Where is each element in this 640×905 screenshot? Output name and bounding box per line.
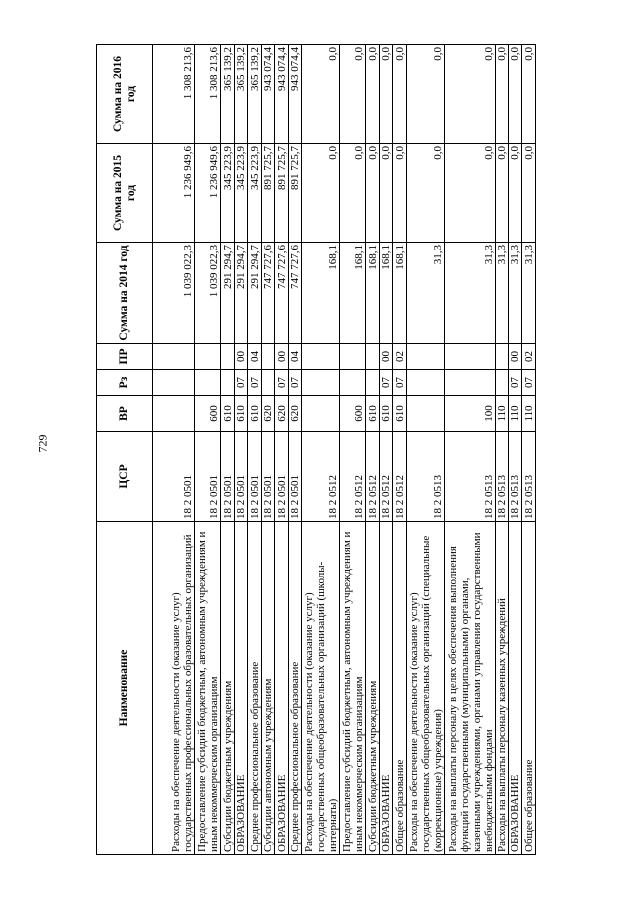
row-pr [153, 344, 195, 370]
row-sum-2015: 1 236 949,6 [195, 144, 221, 243]
table-row [153, 45, 195, 855]
row-csr: 18 2 0512 [340, 432, 366, 522]
header-row [97, 45, 153, 855]
row-sum-2014: 291 294,7 [234, 243, 247, 344]
row-name: ОБРАЗОВАНИЕ [275, 522, 288, 855]
table-row [221, 45, 234, 855]
row-sum-2015: 0,0 [444, 144, 495, 243]
row-csr: 18 2 0501 [275, 432, 288, 522]
row-rz: 07 [248, 370, 261, 396]
table-row [366, 45, 379, 855]
row-vr: 600 [195, 396, 221, 432]
row-sum-2016: 365 139,2 [234, 45, 247, 144]
rotated-table-container [96, 45, 536, 855]
row-csr: 18 2 0513 [406, 432, 444, 522]
row-pr: 04 [248, 344, 261, 370]
row-pr: 00 [234, 344, 247, 370]
row-sum-2015: 891 725,7 [275, 144, 288, 243]
row-rz: 07 [234, 370, 247, 396]
header-name: Наименование [97, 522, 153, 855]
row-csr: 18 2 0512 [393, 432, 406, 522]
row-name: Среднее профессиональное образование [288, 522, 301, 855]
row-sum-2015: 345 223,9 [248, 144, 261, 243]
row-sum-2015: 0,0 [379, 144, 392, 243]
row-sum-2016: 365 139,2 [248, 45, 261, 144]
table-row [522, 45, 536, 855]
row-vr: 620 [288, 396, 301, 432]
row-rz [153, 370, 195, 396]
row-name: Субсидии автономным учреждениям [261, 522, 274, 855]
row-name: ОБРАЗОВАНИЕ [509, 522, 522, 855]
row-sum-2015: 0,0 [393, 144, 406, 243]
row-sum-2016: 0,0 [366, 45, 379, 144]
row-sum-2015: 0,0 [302, 144, 340, 243]
row-rz: 07 [509, 370, 522, 396]
row-sum-2016: 0,0 [406, 45, 444, 144]
row-vr: 110 [509, 396, 522, 432]
row-sum-2015: 1 236 949,6 [153, 144, 195, 243]
row-vr: 610 [221, 396, 234, 432]
table-row [379, 45, 392, 855]
row-sum-2014: 291 294,7 [221, 243, 234, 344]
row-vr: 620 [275, 396, 288, 432]
row-sum-2016: 943 074,4 [275, 45, 288, 144]
table-body [153, 45, 536, 855]
row-vr [302, 396, 340, 432]
row-name: Субсидии бюджетным учреждениям [366, 522, 379, 855]
row-sum-2016: 943 074,4 [288, 45, 301, 144]
row-csr: 18 2 0513 [495, 432, 508, 522]
row-sum-2015: 0,0 [406, 144, 444, 243]
row-sum-2015: 345 223,9 [221, 144, 234, 243]
page-number: 729 [35, 434, 50, 453]
row-sum-2014: 747 727,6 [261, 243, 274, 344]
row-pr: 02 [393, 344, 406, 370]
row-rz [195, 370, 221, 396]
row-pr [302, 344, 340, 370]
row-csr: 18 2 0501 [153, 432, 195, 522]
row-sum-2014: 31,3 [495, 243, 508, 344]
row-name: Предоставление субсидий бюджетным, автономным учреждениям и иным некоммерческим организациям [195, 522, 221, 855]
row-csr: 18 2 0501 [248, 432, 261, 522]
row-sum-2015: 345 223,9 [234, 144, 247, 243]
row-pr [444, 344, 495, 370]
row-csr: 18 2 0501 [261, 432, 274, 522]
row-pr: 02 [522, 344, 536, 370]
table-row [495, 45, 508, 855]
row-name: Субсидии бюджетным учреждениям [221, 522, 234, 855]
row-vr [406, 396, 444, 432]
header-sum-2014: Сумма на 2014 год [97, 243, 153, 344]
row-sum-2015: 891 725,7 [261, 144, 274, 243]
table-row [275, 45, 288, 855]
row-name: Расходы на обеспечение деятельности (оказание услуг) государственных общеобразовательных организаций (школы-интернаты) [302, 522, 340, 855]
row-sum-2014: 31,3 [406, 243, 444, 344]
header-sum-2016: Сумма на 2016 год [97, 45, 153, 144]
header-csr: ЦСР [97, 432, 153, 522]
table-row [393, 45, 406, 855]
row-rz: 07 [275, 370, 288, 396]
table-row [288, 45, 301, 855]
row-vr: 610 [248, 396, 261, 432]
row-pr: 04 [288, 344, 301, 370]
row-sum-2016: 0,0 [302, 45, 340, 144]
row-sum-2016: 1 308 213,6 [153, 45, 195, 144]
table-row [248, 45, 261, 855]
row-name: ОБРАЗОВАНИЕ [379, 522, 392, 855]
row-name: Расходы на выплаты персоналу в целях обеспечения выполнения функций государственными (муниципальными) органами, казенными учреждениями, органами управления государственными внебюджетными фондами [444, 522, 495, 855]
row-sum-2016: 0,0 [522, 45, 536, 144]
row-sum-2014: 31,3 [444, 243, 495, 344]
row-sum-2015: 0,0 [340, 144, 366, 243]
row-pr: 00 [379, 344, 392, 370]
row-csr: 18 2 0513 [522, 432, 536, 522]
row-name: Общее образование [393, 522, 406, 855]
row-rz [340, 370, 366, 396]
row-sum-2016: 0,0 [495, 45, 508, 144]
row-sum-2016: 365 139,2 [221, 45, 234, 144]
row-name: Расходы на обеспечение деятельности (оказание услуг) государственных общеобразовательных организаций (специальные (коррекционные) учреждения) [406, 522, 444, 855]
row-vr: 110 [495, 396, 508, 432]
row-name: Расходы на обеспечение деятельности (оказание услуг) государственных профессиональных образовательных организаций [153, 522, 195, 855]
row-sum-2014: 291 294,7 [248, 243, 261, 344]
row-sum-2016: 0,0 [379, 45, 392, 144]
row-pr [406, 344, 444, 370]
header-rz: Рз [97, 370, 153, 396]
table-row [234, 45, 247, 855]
table-row [509, 45, 522, 855]
row-sum-2015: 891 725,7 [288, 144, 301, 243]
row-vr: 110 [522, 396, 536, 432]
row-rz [302, 370, 340, 396]
row-vr [153, 396, 195, 432]
row-name: Среднее профессиональное образование [248, 522, 261, 855]
table-row [340, 45, 366, 855]
table-row [302, 45, 340, 855]
row-pr [195, 344, 221, 370]
row-pr [261, 344, 274, 370]
row-sum-2016: 0,0 [509, 45, 522, 144]
row-csr: 18 2 0513 [509, 432, 522, 522]
row-vr: 600 [340, 396, 366, 432]
row-sum-2014: 31,3 [522, 243, 536, 344]
row-vr: 610 [379, 396, 392, 432]
row-sum-2014: 168,1 [379, 243, 392, 344]
row-rz: 07 [288, 370, 301, 396]
row-vr: 610 [234, 396, 247, 432]
row-sum-2014: 747 727,6 [288, 243, 301, 344]
row-csr: 18 2 0512 [379, 432, 392, 522]
row-pr [340, 344, 366, 370]
row-sum-2016: 1 308 213,6 [195, 45, 221, 144]
row-sum-2014: 1 039 022,3 [195, 243, 221, 344]
row-sum-2015: 0,0 [509, 144, 522, 243]
row-rz [406, 370, 444, 396]
row-sum-2016: 943 074,4 [261, 45, 274, 144]
row-vr: 610 [393, 396, 406, 432]
row-rz [261, 370, 274, 396]
row-sum-2014: 168,1 [302, 243, 340, 344]
header-vr: ВР [97, 396, 153, 432]
row-sum-2014: 168,1 [393, 243, 406, 344]
row-rz [221, 370, 234, 396]
row-rz: 07 [379, 370, 392, 396]
row-name: Общее образование [522, 522, 536, 855]
table-row [261, 45, 274, 855]
row-rz [366, 370, 379, 396]
row-pr [221, 344, 234, 370]
row-sum-2014: 747 727,6 [275, 243, 288, 344]
header-pr: ПР [97, 344, 153, 370]
header-sum-2015: Сумма на 2015 год [97, 144, 153, 243]
table-row [406, 45, 444, 855]
budget-table [96, 44, 536, 855]
row-csr: 18 2 0501 [195, 432, 221, 522]
row-sum-2014: 168,1 [340, 243, 366, 344]
row-pr: 00 [275, 344, 288, 370]
row-vr: 620 [261, 396, 274, 432]
row-name: Предоставление субсидий бюджетным, автономным учреждениям и иным некоммерческим организациям [340, 522, 366, 855]
table-row [444, 45, 495, 855]
row-rz: 07 [393, 370, 406, 396]
row-sum-2014: 168,1 [366, 243, 379, 344]
row-csr: 18 2 0512 [366, 432, 379, 522]
row-csr: 18 2 0501 [234, 432, 247, 522]
row-sum-2016: 0,0 [393, 45, 406, 144]
row-sum-2015: 0,0 [366, 144, 379, 243]
row-rz: 07 [522, 370, 536, 396]
row-sum-2016: 0,0 [340, 45, 366, 144]
row-sum-2014: 1 039 022,3 [153, 243, 195, 344]
row-csr: 18 2 0501 [221, 432, 234, 522]
row-rz [444, 370, 495, 396]
row-sum-2015: 0,0 [495, 144, 508, 243]
row-sum-2016: 0,0 [444, 45, 495, 144]
row-pr: 00 [509, 344, 522, 370]
row-sum-2014: 31,3 [509, 243, 522, 344]
row-sum-2015: 0,0 [522, 144, 536, 243]
row-name: Расходы на выплаты персоналу казенных учреждений [495, 522, 508, 855]
row-pr [495, 344, 508, 370]
row-name: ОБРАЗОВАНИЕ [234, 522, 247, 855]
row-vr: 610 [366, 396, 379, 432]
row-rz [495, 370, 508, 396]
row-csr: 18 2 0501 [288, 432, 301, 522]
row-pr [366, 344, 379, 370]
row-csr: 18 2 0512 [302, 432, 340, 522]
table-row [195, 45, 221, 855]
row-csr: 18 2 0513 [444, 432, 495, 522]
row-vr: 100 [444, 396, 495, 432]
